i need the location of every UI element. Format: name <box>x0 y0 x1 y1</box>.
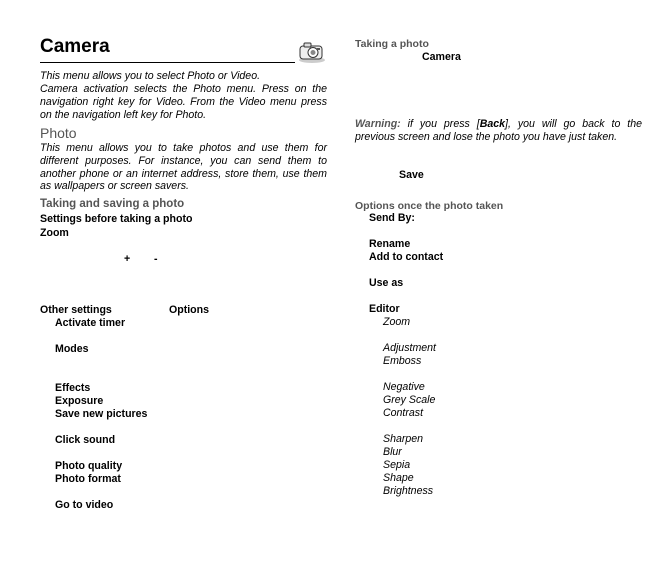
editor-zoom: Zoom <box>383 316 411 328</box>
use-as-item: Use as <box>369 277 404 289</box>
editor-negative: Negative <box>383 381 425 393</box>
editor-sharpen: Sharpen <box>383 433 424 445</box>
photo-heading: Photo <box>40 125 77 141</box>
save-label: Save <box>399 169 424 181</box>
zoom-minus-key: - <box>154 253 158 265</box>
camera-icon <box>297 40 327 64</box>
add-to-contact-item: Add to contact <box>369 251 444 263</box>
camera-label: Camera <box>422 51 461 63</box>
taking-photo-heading: Taking a photo <box>355 38 429 50</box>
page-title: Camera <box>40 36 110 57</box>
editor-shape: Shape <box>383 472 414 484</box>
effects-item: Effects <box>55 382 91 394</box>
send-by-item: Send By: <box>369 212 415 224</box>
editor-blur: Blur <box>383 446 402 458</box>
modes-item: Modes <box>55 343 89 355</box>
editor-item: Editor <box>369 303 400 315</box>
photo-paragraph: This menu allows you to take photos and use them for different purposes. For instance, you can send them to another phone or an internet address, store them, use them as wallpapers or screen savers. <box>40 142 327 193</box>
zoom-plus-key: + <box>124 253 131 265</box>
editor-brightness: Brightness <box>383 485 434 497</box>
back-key: Back <box>479 118 506 130</box>
activate-timer-item: Activate timer <box>55 317 126 329</box>
zoom-label: Zoom <box>40 227 69 239</box>
taking-saving-heading: Taking and saving a photo <box>40 198 185 210</box>
settings-before-label: Settings before taking a photo <box>40 213 193 225</box>
photo-format-item: Photo format <box>55 473 121 485</box>
click-sound-item: Click sound <box>55 434 116 446</box>
title-underline <box>40 62 295 63</box>
warning-label: Warning: <box>355 118 401 130</box>
go-to-video-item: Go to video <box>55 499 114 511</box>
other-settings-label: Other settings <box>40 304 112 316</box>
rename-item: Rename <box>369 238 411 250</box>
save-new-pictures-item: Save new pictures <box>55 408 148 420</box>
warning-text-end: ], you will go back to the previous screen and lose the photo you have just taken. <box>355 118 643 143</box>
exposure-item: Exposure <box>55 395 104 407</box>
warning-text-start: if you press [ <box>407 118 480 130</box>
editor-adjustment: Adjustment <box>383 342 436 354</box>
editor-grey-scale: Grey Scale <box>383 394 436 406</box>
intro-line: This menu allows you to select Photo or Video. <box>40 70 261 82</box>
photo-quality-item: Photo quality <box>55 460 123 472</box>
warning-paragraph <box>355 118 642 144</box>
editor-emboss: Emboss <box>383 355 422 367</box>
options-once-heading: Options once the photo taken <box>355 200 504 212</box>
editor-sepia: Sepia <box>383 459 411 471</box>
editor-contrast: Contrast <box>383 407 424 419</box>
intro-paragraph: Camera activation selects the Photo menu. Press on the navigation right key for Video. From the Video menu press on the navigation left key for Photo. <box>40 83 327 121</box>
options-label: Options <box>169 304 210 316</box>
